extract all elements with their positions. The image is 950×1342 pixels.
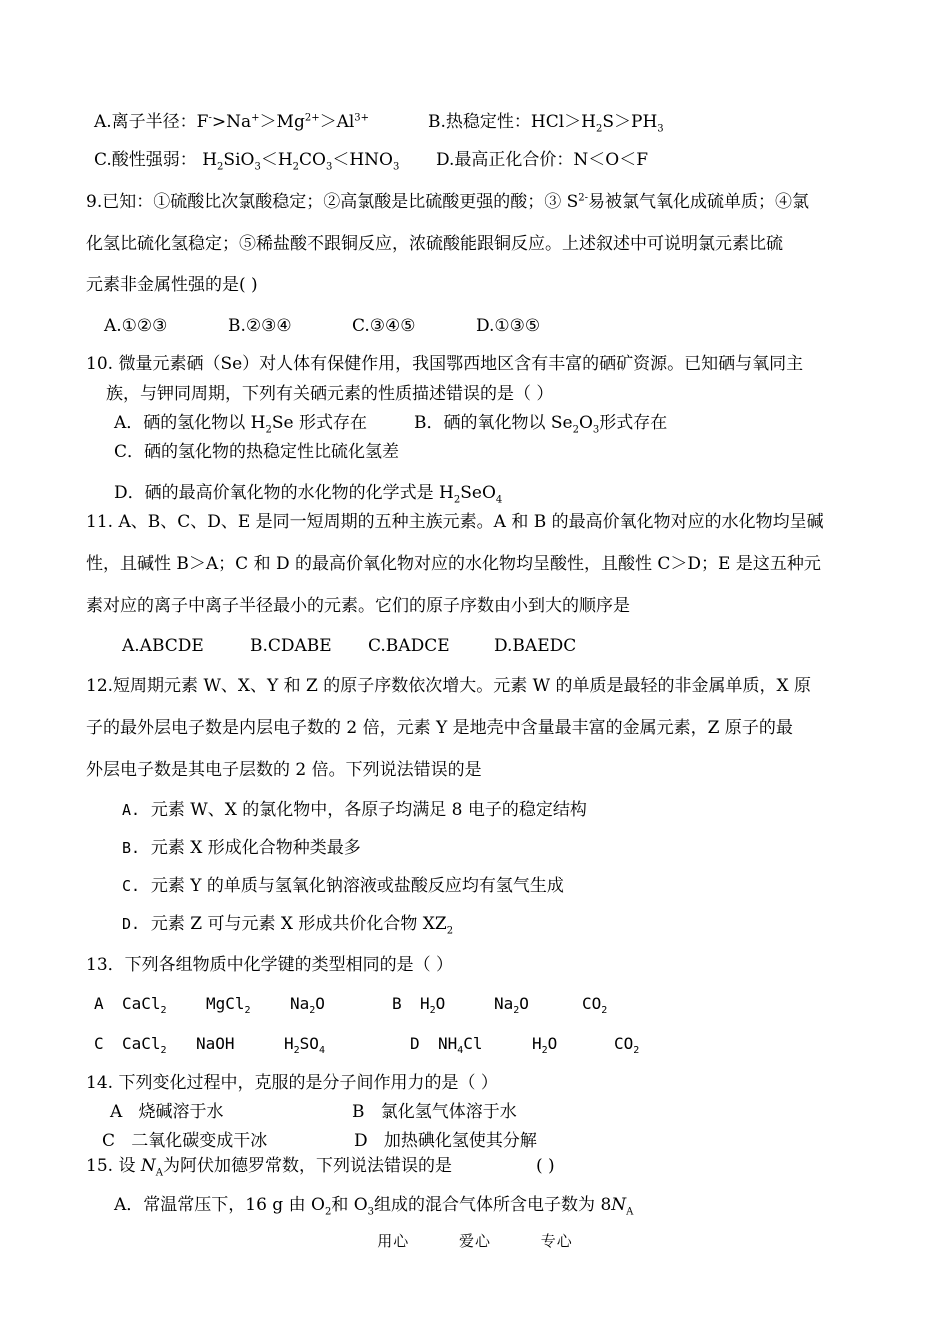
q11-line-1: 11. A、B、C、D、E 是同一短周期的五种主族元素。A 和 B 的最高价氧化物对应的水化物均呈碱	[86, 512, 824, 532]
q13-title: 13．下列各组物质中化学键的类型相同的是（ ）	[86, 955, 454, 975]
q12-line-3: 外层电子数是其电子层数的 2 倍。下列说法错误的是	[86, 760, 482, 780]
q8-option-b: B.热稳定性：$HCl>H_2S>PH_3$	[428, 112, 664, 135]
q10-option-d: D．硒的最高价氧化物的水化物的化学式是 $H_2SeO_4$	[114, 483, 503, 506]
q9-option-b: B.②③④	[228, 316, 292, 336]
q13-row1-label-a: A	[94, 994, 104, 1013]
q11-option-c: C.BADCE	[368, 636, 450, 656]
q11-option-a: A.ABCDE	[122, 636, 204, 656]
q12-option-b: B. 元素 X 形成化合物种类最多	[122, 838, 361, 858]
q14-option-d: D 加热碘化氢使其分解	[354, 1131, 537, 1151]
q10-option-c: C．硒的氢化物的热稳定性比硫化氢差	[114, 442, 400, 462]
q11-option-b: B.CDABE	[250, 636, 332, 656]
q13-row1-mgcl2: MgCl$_2$	[206, 994, 251, 1017]
q11-option-d: D.BAEDC	[494, 636, 577, 656]
q13-row1-label-b: B	[392, 994, 402, 1013]
q11-line-3: 素对应的离子中离子半径最小的元素。它们的原子序数由小到大的顺序是	[86, 596, 630, 616]
footer-text-3: 专心	[540, 1232, 573, 1250]
footer-text-2: 爱心	[458, 1232, 491, 1250]
q13-row1-h2o: $H_2O$	[420, 994, 446, 1017]
q14-option-a: A 烧碱溶于水	[110, 1102, 224, 1122]
q15-option-a: A．常温常压下，16 g 由 $O_2$和 $O_3$组成的混合气体所含电子数为 $8N_A$	[114, 1195, 634, 1218]
q13-row1-na2o: $Na_2O$	[290, 994, 325, 1017]
q15-paren: ( )	[536, 1156, 555, 1176]
q13-row2-label-c: C	[94, 1034, 104, 1053]
q13-row2-label-d: D	[410, 1034, 420, 1053]
q13-row2-cacl2: CaCl$_2$	[122, 1034, 167, 1057]
q10-option-b: B．硒的氧化物以 $Se_2O_3$形式存在	[414, 413, 668, 436]
q8-option-a: A.离子半径：$F^->Na^+>Mg^{2+}>Al^{3+}$	[94, 112, 370, 132]
footer-text-1: 用心	[377, 1232, 410, 1250]
q10-line-2: 族，与钾同周期，下列有关硒元素的性质描述错误的是（ ）	[106, 384, 554, 404]
q9-option-c: C.③④⑤	[352, 316, 416, 336]
q13-row2-h2so4: $H_2SO_4$	[284, 1034, 325, 1057]
q13-row2-nh4cl: $NH_4Cl$	[438, 1034, 483, 1057]
q14-option-c: C 二氧化碳变成干冰	[102, 1131, 268, 1151]
q12-option-a: A. 元素 W、X 的氯化物中，各原子均满足 8 电子的稳定结构	[122, 800, 587, 820]
q12-option-c: C. 元素 Y 的单质与氢氧化钠溶液或盐酸反应均有氢气生成	[122, 876, 564, 896]
q14-title: 14. 下列变化过程中，克服的是分子间作用力的是（ ）	[86, 1073, 498, 1093]
q13-row2-h2o: $H_2O$	[532, 1034, 558, 1057]
page-footer	[0, 1230, 950, 1251]
q15-stem: 15. 设 $N_A$为阿伏加德罗常数，下列说法错误的是	[86, 1156, 452, 1179]
q12-line-2: 子的最外层电子数是内层电子数的 2 倍，元素 Y 是地壳中含量最丰富的金属元素，Z 原子的最	[86, 718, 793, 738]
q10-line-1: 10. 微量元素硒（Se）对人体有保健作用，我国鄂西地区含有丰富的硒矿资源。已知硒与氧同主	[86, 354, 804, 374]
q9-line-2: 化氢比硫化氢稳定；⑤稀盐酸不跟铜反应，浓硫酸能跟铜反应。上述叙述中可说明氯元素比硫	[86, 234, 783, 254]
q12-line-1: 12.短周期元素 W、X、Y 和 Z 的原子序数依次增大。元素 W 的单质是最轻的非金属单质，X 原	[86, 676, 812, 696]
q13-row2-co2: $CO_2$	[614, 1034, 640, 1057]
q13-row1-na2o-b: $Na_2O$	[494, 994, 529, 1017]
q14-option-b: B 氯化氢气体溶于水	[352, 1102, 517, 1122]
q8-option-d: D.最高正化合价：N＜O＜F	[436, 150, 649, 170]
q9-option-d: D.①③⑤	[476, 316, 541, 336]
q13-row2-naoh: NaOH	[196, 1034, 235, 1053]
q9-line-3: 元素非金属性强的是( )	[86, 275, 258, 295]
q13-row1-co2: $CO_2$	[582, 994, 608, 1017]
q10-option-a: A．硒的氢化物以 $H_2Se$ 形式存在	[114, 413, 368, 436]
q11-line-2: 性，且碱性 B＞A；C 和 D 的最高价氧化物对应的水化物均呈酸性，且酸性 C＞D；E 是这五种元	[86, 554, 821, 574]
q9-line-1: 9.已知：①硫酸比次氯酸稳定；②高氯酸是比硫酸更强的酸；③ $S^{2-}$易被氯气氧化成硫单质；④氯	[86, 192, 810, 212]
q12-option-d: D. 元素 Z 可与元素 X 形成共价化合物 $XZ_2$	[122, 914, 454, 937]
q13-row1-cacl2: CaCl$_2$	[122, 994, 167, 1017]
q9-option-a: A.①②③	[104, 316, 168, 336]
q8-option-c: C.酸性强弱： $H_2SiO_3<H_2CO_3<HNO_3$	[94, 150, 400, 173]
